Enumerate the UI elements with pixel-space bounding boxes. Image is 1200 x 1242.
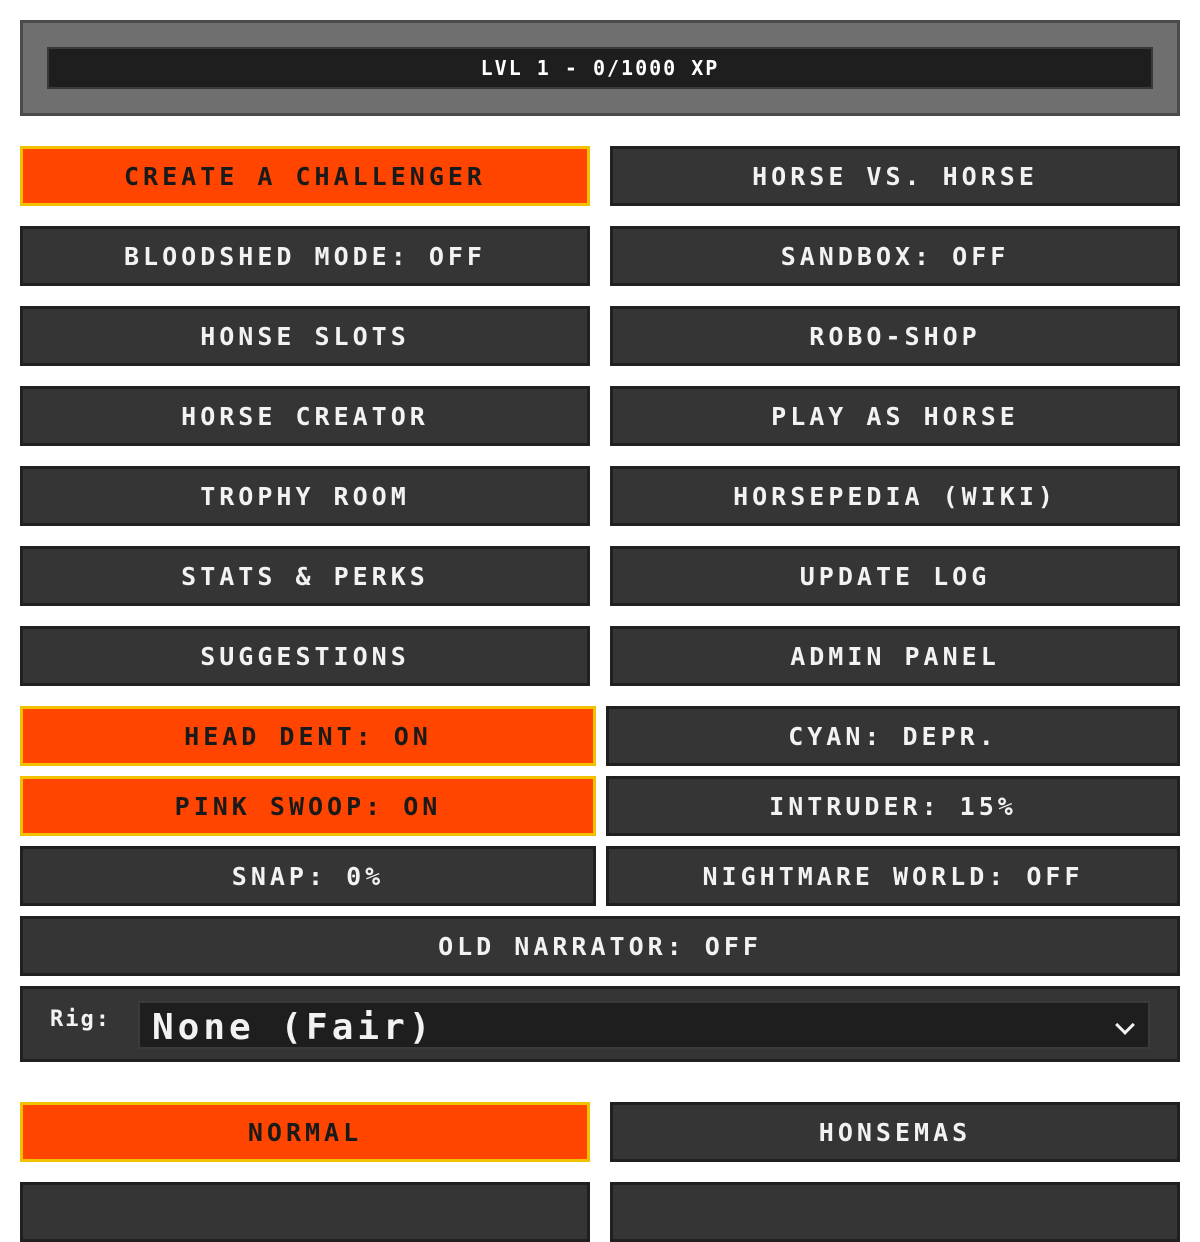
rig-row [20,986,1180,1062]
button-label: STATS & PERKS [181,561,429,591]
mode-honsemas-button[interactable] [610,1102,1180,1162]
button-label: SUGGESTIONS [200,641,410,671]
button-label: UPDATE LOG [799,561,991,591]
button-label: NIGHTMARE WORLD: OFF [702,861,1084,891]
stats-perks-button[interactable] [20,546,590,606]
create-challenger-button[interactable] [20,146,590,206]
head-dent-toggle[interactable] [20,706,596,766]
button-label: SANDBOX: OFF [780,241,1010,271]
xp-frame [20,20,1180,116]
pink-swoop-toggle[interactable] [20,776,596,836]
suggestions-button[interactable] [20,626,590,686]
play-as-horse-button[interactable] [610,386,1180,446]
button-label: TROPHY ROOM [200,481,410,511]
button-label: PINK SWOOP: ON [174,791,442,821]
rig-select[interactable] [138,1001,1150,1049]
trophy-room-button[interactable] [20,466,590,526]
button-label: ADMIN PANEL [790,641,1000,671]
cyan-toggle[interactable] [606,706,1180,766]
horsepedia-button[interactable] [610,466,1180,526]
button-label: OLD NARRATOR: OFF [438,931,762,961]
button-label: INTRUDER: 15% [769,791,1017,821]
button-label: HORSE VS. HORSE [752,161,1038,191]
button-label: BLOODSHED MODE: OFF [124,241,486,271]
button-label: ROBO-SHOP [809,321,981,351]
button-label: HORSE CREATOR [181,401,429,431]
sandbox-button[interactable] [610,226,1180,286]
rig-selected-value: None (Fair) [152,1007,435,1048]
button-label: HEAD DENT: ON [184,721,432,751]
snap-toggle[interactable] [20,846,596,906]
xp-bar [47,47,1153,89]
button-label: HONSEMAS [818,1117,972,1147]
nightmare-world-toggle[interactable] [606,846,1180,906]
mode-next-right-button[interactable] [610,1182,1180,1242]
mode-next-left-button[interactable] [20,1182,590,1242]
update-log-button[interactable] [610,546,1180,606]
button-label: CYAN: DEPR. [788,721,998,751]
chevron-down-icon [1115,1015,1135,1035]
horse-vs-horse-button[interactable] [610,146,1180,206]
button-label: CREATE A CHALLENGER [124,161,486,191]
button-label: SNAP: 0% [231,861,385,891]
button-label: HONSE SLOTS [200,321,410,351]
admin-panel-button[interactable] [610,626,1180,686]
bloodshed-mode-button[interactable] [20,226,590,286]
button-label: NORMAL [247,1117,363,1147]
robo-shop-button[interactable] [610,306,1180,366]
honse-slots-button[interactable] [20,306,590,366]
xp-label: LVL 1 - 0/1000 XP [480,56,720,80]
intruder-toggle[interactable] [606,776,1180,836]
button-label: HORSEPEDIA (WIKI) [733,481,1057,511]
rig-label: Rig: [50,1007,111,1032]
old-narrator-toggle[interactable] [20,916,1180,976]
mode-normal-button[interactable] [20,1102,590,1162]
button-label: PLAY AS HORSE [771,401,1019,431]
horse-creator-button[interactable] [20,386,590,446]
